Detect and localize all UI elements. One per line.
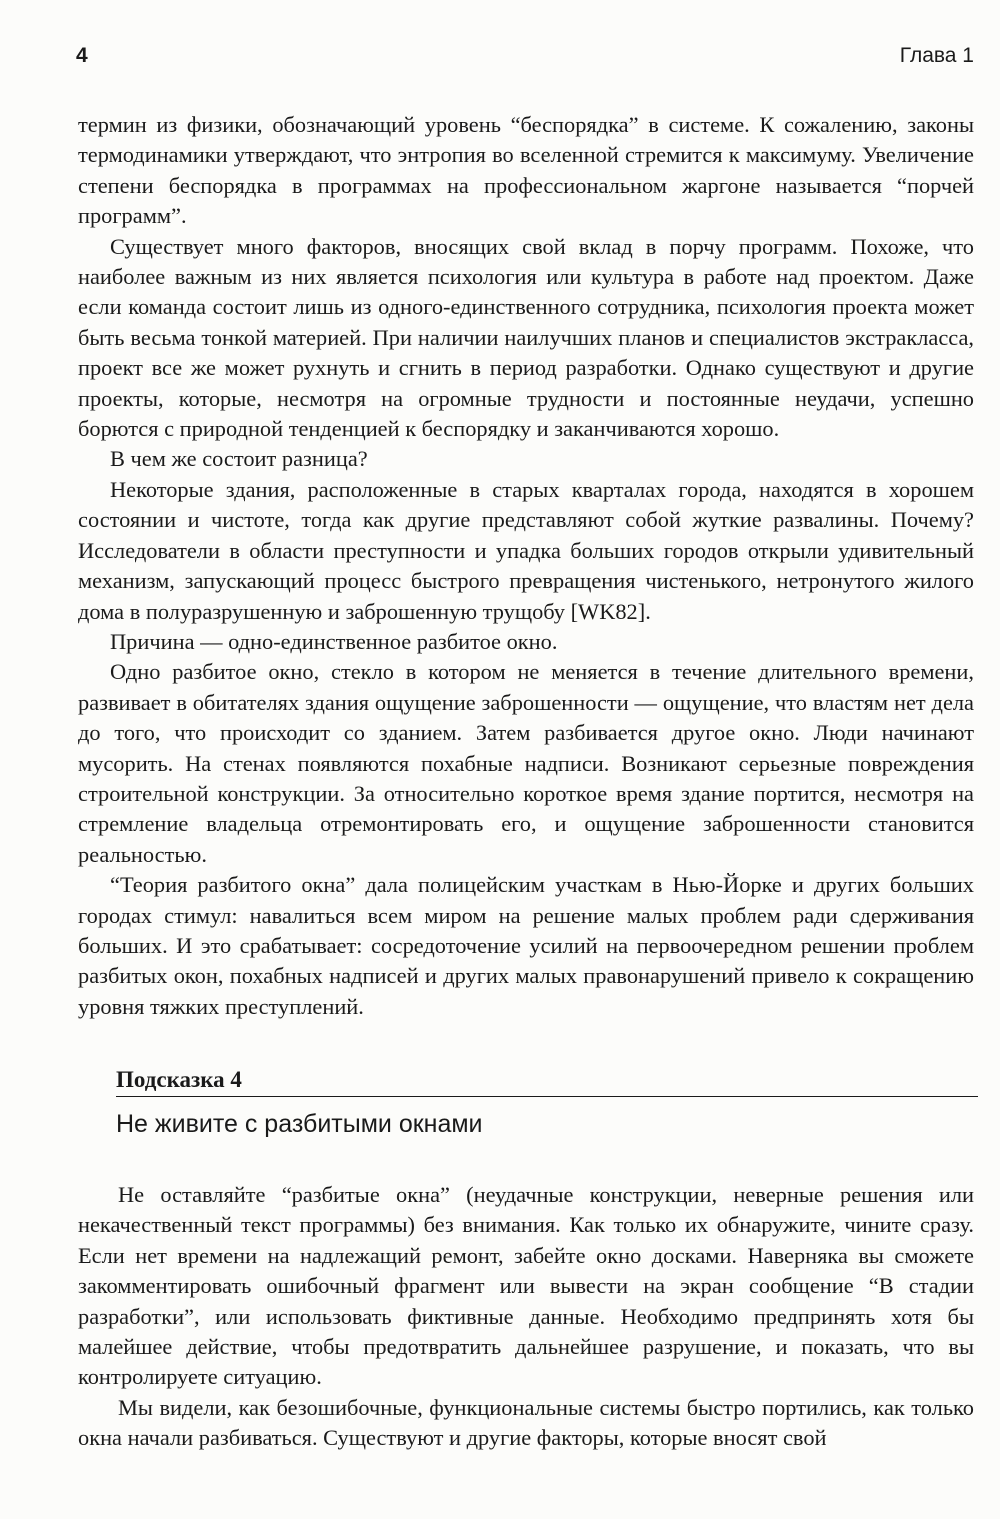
chapter-label: Глава 1: [899, 44, 974, 67]
paragraph: В чем же состоит разница?: [110, 446, 368, 472]
tip-box: [116, 1066, 978, 1141]
tip-title: Не живите с разбитыми окнами: [116, 1110, 483, 1138]
main-text-continued: [78, 1180, 974, 1454]
paragraph: термин из физики, обозначающий уровень “беспорядка” в системе. К сожалению, законы термодинамики утверждают, что энтропия во вселенной стремится к максимуму. Увеличение степени беспорядка в программах на профессиональном жаргоне называется “порчей программ”.: [78, 112, 974, 229]
paragraph: Существует много факторов, вносящих свой вклад в порчу программ. Похоже, что наиболее важным из них является психология или культура в работе над проектом. Даже если команда состоит лишь из одного-единственного сотрудника, психология проекта может быть весьма тонкой материей. При наличии наилучших планов и специалистов экстракласса, проект все же может рухнуть и сгнить в период разработки. Однако существуют и другие проекты, которые, несмотря на огромные трудности и постоянные неудачи, успешно борются с природной тенденцией к беспорядку и заканчиваются хорошо.: [78, 233, 974, 442]
tip-label: Подсказка 4: [116, 1066, 978, 1097]
paragraph: Мы видели, как безошибочные, функциональные системы быстро портились, как только окна начали разбиваться. Существуют и другие факторы, которые вносят свой: [78, 1394, 974, 1451]
main-text: [78, 110, 974, 1022]
paragraph: “Теория разбитого окна” дала полицейским участкам в Нью-Йорке и других больших городах стимул: навалиться всем миром на решение малых проблем ради сдерживания больших. И это срабатывает: сосредоточение усилий на первоочередном решении проблем разбитых окон, похабных надписей и других малых правонарушений привело к сокращению уровня тяжких преступлений.: [78, 872, 974, 1019]
paragraph: Причина — одно-единственное разбитое окно.: [110, 628, 558, 654]
page-number: 4: [76, 44, 88, 67]
running-head: [76, 44, 974, 74]
paragraph: Некоторые здания, расположенные в старых кварталах города, находятся в хорошем состоянии и чистоте, тогда как другие представляют собой жуткие развалины. Почему? Исследователи в области преступности и упадка больших городов открыли удивительный механизм, запускающий процесс быстрого превращения чистенького, нетронутого жилого дома в полуразрушенную и заброшенную трущобу [WK82].: [78, 476, 974, 624]
paragraph: Не оставляйте “разбитые окна” (неудачные конструкции, неверные решения или некачественный текст программы) без внимания. Как только их обнаружите, чините сразу. Если нет времени на надлежащий ремонт, забейте окно досками. Наверняка вы сможете закомментировать ошибочный фрагмент или вывести на экран сообщение “В стадии разработки”, или использовать фиктивные данные. Необходимо предпринять хотя бы малейшее действие, чтобы предотвратить дальнейшее разрушение, и показать, что вы контролируете ситуацию.: [78, 1182, 974, 1390]
paragraph: Одно разбитое окно, стекло в котором не меняется в течение длительного времени, развивает в обитателях здания ощущение заброшенности — ощущение, что властям нет дела до того, что происходит со зданием. Затем разбивается другое окно. Люди начинают мусорить. На стенах появляются похабные надписи. Возникают серьезные повреждения строительной конструкции. За относительно короткое время здание портится, несмотря на стремление владельца отремонтировать его, и ощущение заброшенности становится реальностью.: [78, 659, 974, 867]
